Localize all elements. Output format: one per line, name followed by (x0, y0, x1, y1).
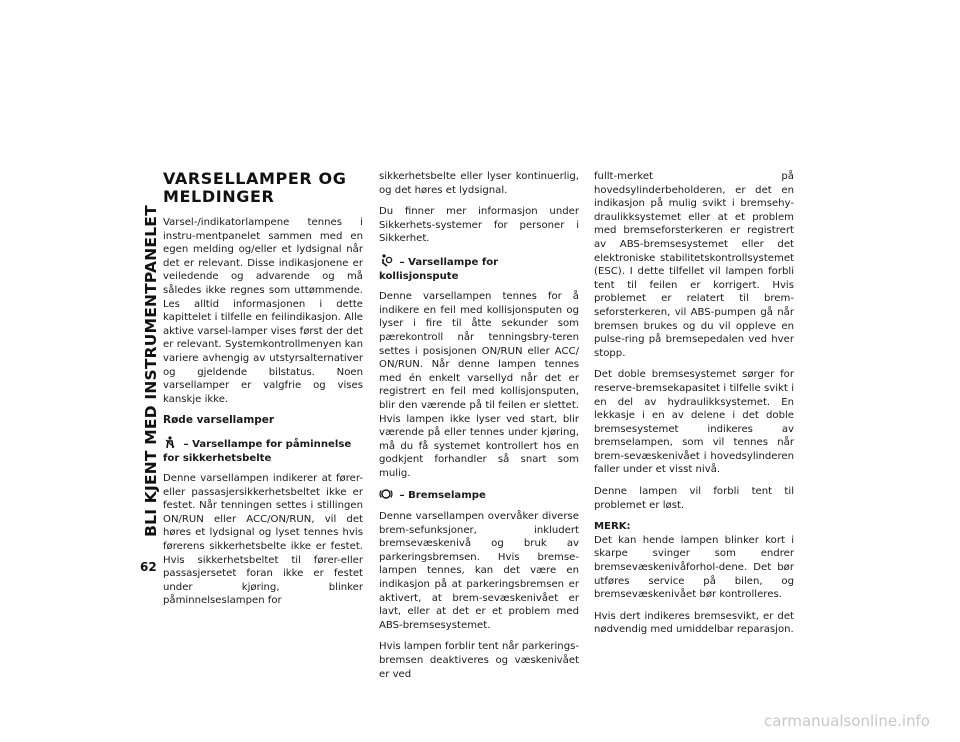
brake-cont-paragraph: fullt-merket på hovedsylinderbeholderen, er det en indikasjon på mulig svikt i bremsehy-draulikksystemet eller at et problem med bremseforsterkeren er registrert av ABS-bremsesystemet eller det elektroniske stabilitetskontrollsystemet (ESC). I dette tilfellet vil lampen forbli tent til feilen er korrigert. Hvis problemet er relatert til brem-seforsterkeren, vil ABS-pumpen gå når bremsen brukes og du vil oppleve en pulse-ring på bremsepedalen ved hver stopp. (594, 171, 794, 359)
brake-paragraph-2: Hvis lampen forblir tent når parkerings-bremsen deaktiveres og væskenivået er ved (379, 641, 579, 680)
side-title-text: BLI KJENT MED INSTRUMENTPANELET (142, 205, 161, 537)
red-lamps-heading: Røde varsellamper (163, 414, 275, 427)
intro-paragraph: Varsel-/indikatorlampene tennes i instru-mentpanelet sammen med en egen melding og/eller et lydsignal når det er relevant. Disse indikasjonene er veiledende og advarende og må således ikke regnes som uttømmende. Les alltid informasjonen i dette kapittelet i tilfelle en feilindikasjon. Alle aktive varsel-lamper vises først der det er relevant. Systemkontrollmenyen kan variere avhengig av utstyrsalternativer og gjeldende bilstatus. Noen varsellamper er valgfrie og vises kanskje ikke. (163, 217, 363, 405)
column-3 (594, 170, 794, 645)
seatbelt-icon (163, 436, 177, 449)
brake-heading (379, 488, 579, 503)
brake-icon (379, 488, 393, 500)
column-2 (379, 170, 579, 689)
seatbelt-cont-paragraph: sikkerhetsbelte eller lyser kontinuerlig, og det høres et lydsignal. (379, 171, 579, 196)
airbag-paragraph: Denne varsellampen tennes for å indikere en feil med kollisjonsputen og lyser i fire til åtte sekunder som pærekontroll når tenningsbry-teren settes i posisjonen ON/RUN eller ACC/ ON/RUN. Når denne lampen tennes med én enkelt varsellyd når det er registrert en feil med kollisjonsputen, blir den værende på til feilen er slettet. Hvis lampen ikke lyser ved start, blir værende på eller tennes under kjøring, må du få systemet kontrollert hos en godkjent forhandler så snart som mulig. (379, 291, 579, 479)
seatbelt-heading-text: – Varsellampe for påminnelse for sikkerhetsbelte (163, 438, 352, 464)
page-number: 62 (140, 560, 157, 574)
airbag-icon (379, 254, 393, 267)
remain-paragraph: Denne lampen vil forbli tent til problemet er løst. (594, 486, 794, 511)
page-title: VARSELLAMPER OG MELDINGER (163, 169, 347, 206)
side-title (140, 176, 162, 566)
airbag-heading-text: – Varsellampe for kollisjonspute (379, 256, 499, 282)
airbag-heading (379, 254, 579, 283)
brake-paragraph-1: Denne varsellampen overvåker diverse brem-sefunksjoner, inkludert bremsevæskenivå og bruk av parkeringsbremsen. Hvis bremse-lampen tennes, kan det være en indikasjon på at parkeringsbremsen er aktivert, at brem-sevæskenivået er lavt, eller at det er et problem med ABS-bremsesystemet. (379, 511, 579, 631)
final-paragraph: Hvis dert indikeres bremsesvikt, er det nødvendig med umiddelbar reparasjon. (594, 610, 794, 636)
seatbelt-heading (163, 436, 363, 465)
brake-heading-text: – Bremselampe (399, 490, 486, 502)
note-label: MERK: (594, 521, 631, 533)
watermark: carmanualsonline.info (764, 712, 930, 730)
note-block (594, 520, 794, 602)
dual-brake-paragraph: Det doble bremsesystemet sørger for reserve-bremsekapasitet i tilfelle svikt i en del av hydraulikksystemet. En lekkasje i en av delene i det doble bremsesystemet indikeres av bremselampen, som vil tennes når brem-sevæskenivået i hovedsylinderen faller under et visst nivå. (594, 369, 794, 476)
seatbelt-paragraph: Denne varsellampen indikerer at fører- eller passasjersikkerhetsbeltet ikke er festet. Når tenningen settes i stillingen ON/RUN eller ACC/ON/RUN, vil det høres et lydsignal og lyset tennes hvis førerens sikkerhetsbelte ikke er festet. Hvis sikkerhetsbeltet til fører-eller passasjersetet foran ikke er festet under kjøring, blinker påminnelseslampen for (163, 473, 363, 607)
column-1 (163, 170, 363, 616)
note-text: Det kan hende lampen blinker kort i skarpe svinger som endrer bremsevæskenivåforhol-dene. Det bør utføres service på bilen, og bremsevæskenivået bør kontrolleres. (594, 534, 794, 601)
more-info-paragraph: Du finner mer informasjon under Sikkerhets-systemer for personer i Sikkerhet. (379, 206, 579, 245)
